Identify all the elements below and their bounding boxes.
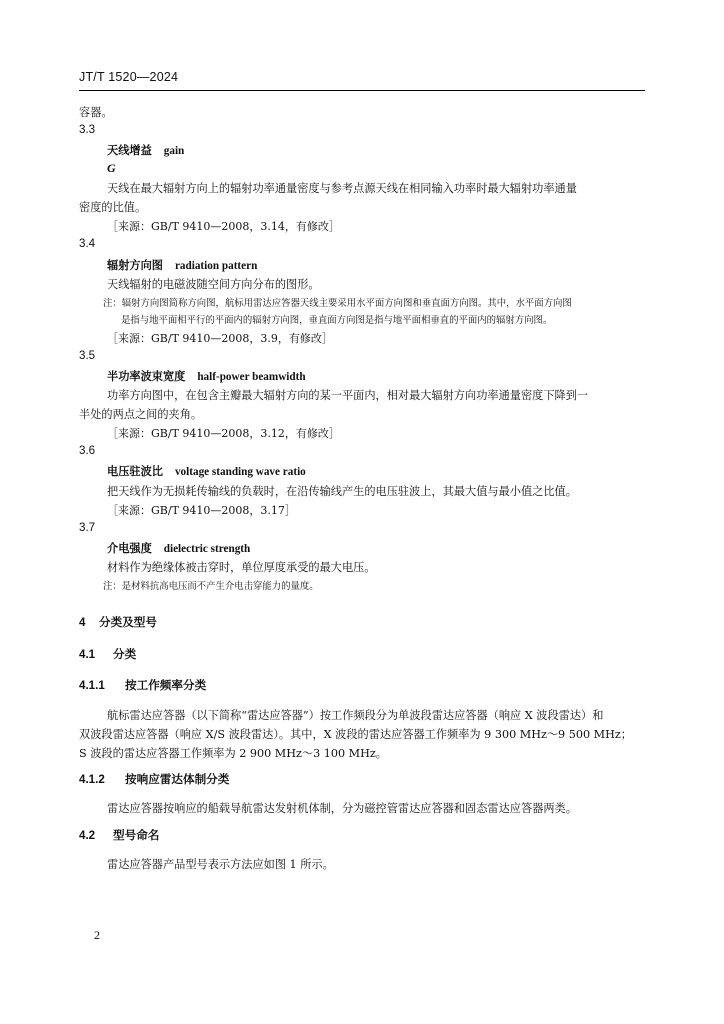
section-title: 按响应雷达体制分类: [125, 772, 230, 786]
term-zh: 天线增益: [107, 144, 152, 157]
term-3-7: [107, 540, 250, 556]
clause-number-3-3: 3.3: [79, 123, 96, 136]
paragraph-4-1-2: 雷达应答器按响应的船载导航雷达发射机体制，分为磁控管雷达应答器和固态雷达应答器两类。: [107, 802, 577, 815]
definition-3-5-line-1: 功率方向图中，在包含主瓣最大辐射方向的某一平面内，相对最大辐射方向功率通量密度下降到一: [107, 389, 589, 402]
source-3-4: ［来源：GB/T 9410—2008，3.9，有修改］: [107, 332, 333, 345]
section-number: 4: [79, 616, 86, 629]
term-3-4: [107, 257, 257, 273]
note-3-7: 注：是材料抗高电压而不产生介电击穿能力的量度。: [103, 581, 319, 592]
term-zh: 辐射方向图: [107, 259, 163, 272]
term-zh: 半功率波束宽度: [107, 370, 186, 383]
section-title: 按工作频率分类: [125, 678, 207, 692]
source-3-5: ［来源：GB/T 9410—2008，3.12，有修改］: [107, 427, 340, 440]
section-number: 4.1: [79, 648, 96, 661]
section-heading-4-1-2: [79, 771, 229, 787]
section-heading-4: [79, 614, 157, 630]
term-en: dielectric strength: [163, 543, 251, 555]
paragraph-4-2: 雷达应答器产品型号表示方法应如图 1 所示。: [107, 858, 334, 871]
continued-text: 容器。: [79, 106, 113, 119]
section-title: 型号命名: [113, 828, 160, 842]
page-number: 2: [94, 928, 100, 942]
definition-3-6: 把天线作为无损耗传输线的负载时，在沿传输线产生的电压驻波上，其最大值与最小值之比值。: [107, 485, 577, 498]
term-en: gain: [163, 145, 185, 157]
note-3-4-line-1: 注：辐射方向图简称方向图，航标用雷达应答器天线主要采用水平面方向图和垂直面方向图。其中，水平面方向图: [103, 298, 572, 309]
section-number: 4.2: [79, 829, 96, 842]
term-en: half-power beamwidth: [197, 371, 306, 383]
section-title: 分类及型号: [99, 615, 157, 629]
section-heading-4-2: [79, 827, 159, 843]
term-3-3: [107, 142, 184, 158]
section-heading-4-1-1: [79, 677, 206, 693]
clause-number-3-7: 3.7: [79, 521, 96, 534]
section-number: 4.1.2: [79, 773, 105, 786]
definition-3-4: 天线辐射的电磁波随空间方向分布的图形。: [107, 278, 320, 291]
term-3-5: [107, 368, 306, 384]
source-3-6: ［来源：GB/T 9410—2008，3.17］: [107, 504, 296, 517]
term-symbol: G: [107, 161, 116, 175]
term-en: voltage standing wave ratio: [174, 466, 306, 478]
note-3-4-line-2: 是指与地平面相平行的平面内的辐射方向图，垂直面方向图是指与地平面相垂直的平面内的辐射方向图。: [121, 315, 553, 326]
paragraph-4-1-1-line-1: 航标雷达应答器（以下简称“雷达应答器”）按工作频段分为单波段雷达应答器（响应 X 波段雷达）和: [107, 709, 604, 722]
definition-3-3-line-1: 天线在最大辐射方向上的辐射功率通量密度与参考点源天线在相同输入功率时最大辐射功率通量: [107, 182, 577, 195]
term-en: radiation pattern: [174, 260, 258, 272]
term-zh: 介电强度: [107, 542, 152, 555]
paragraph-4-1-1-line-2: 双波段雷达应答器（响应 X/S 波段雷达）。其中，X 波段的雷达应答器工作频率为 9 300 MHz～9 500 MHz；: [79, 728, 632, 741]
term-3-6: [107, 463, 306, 479]
section-number: 4.1.1: [79, 679, 105, 692]
section-heading-4-1: [79, 646, 136, 662]
header-rule: [79, 90, 645, 91]
source-3-3: ［来源：GB/T 9410—2008，3.14，有修改］: [107, 220, 340, 233]
clause-number-3-6: 3.6: [79, 444, 96, 457]
paragraph-4-1-1-line-3: S 波段的雷达应答器工作频率为 2 900 MHz～3 100 MHz。: [79, 747, 387, 760]
definition-3-3-line-2: 密度的比值。: [79, 201, 147, 214]
term-zh: 电压驻波比: [107, 465, 163, 478]
section-title: 分类: [113, 647, 137, 661]
standard-code-header: JT/T 1520—2024: [79, 70, 179, 84]
clause-number-3-4: 3.4: [79, 237, 96, 250]
clause-number-3-5: 3.5: [79, 349, 96, 362]
definition-3-7: 材料作为绝缘体被击穿时，单位厚度承受的最大电压。: [107, 561, 376, 574]
definition-3-5-line-2: 半处的两点之间的夹角。: [79, 408, 203, 421]
